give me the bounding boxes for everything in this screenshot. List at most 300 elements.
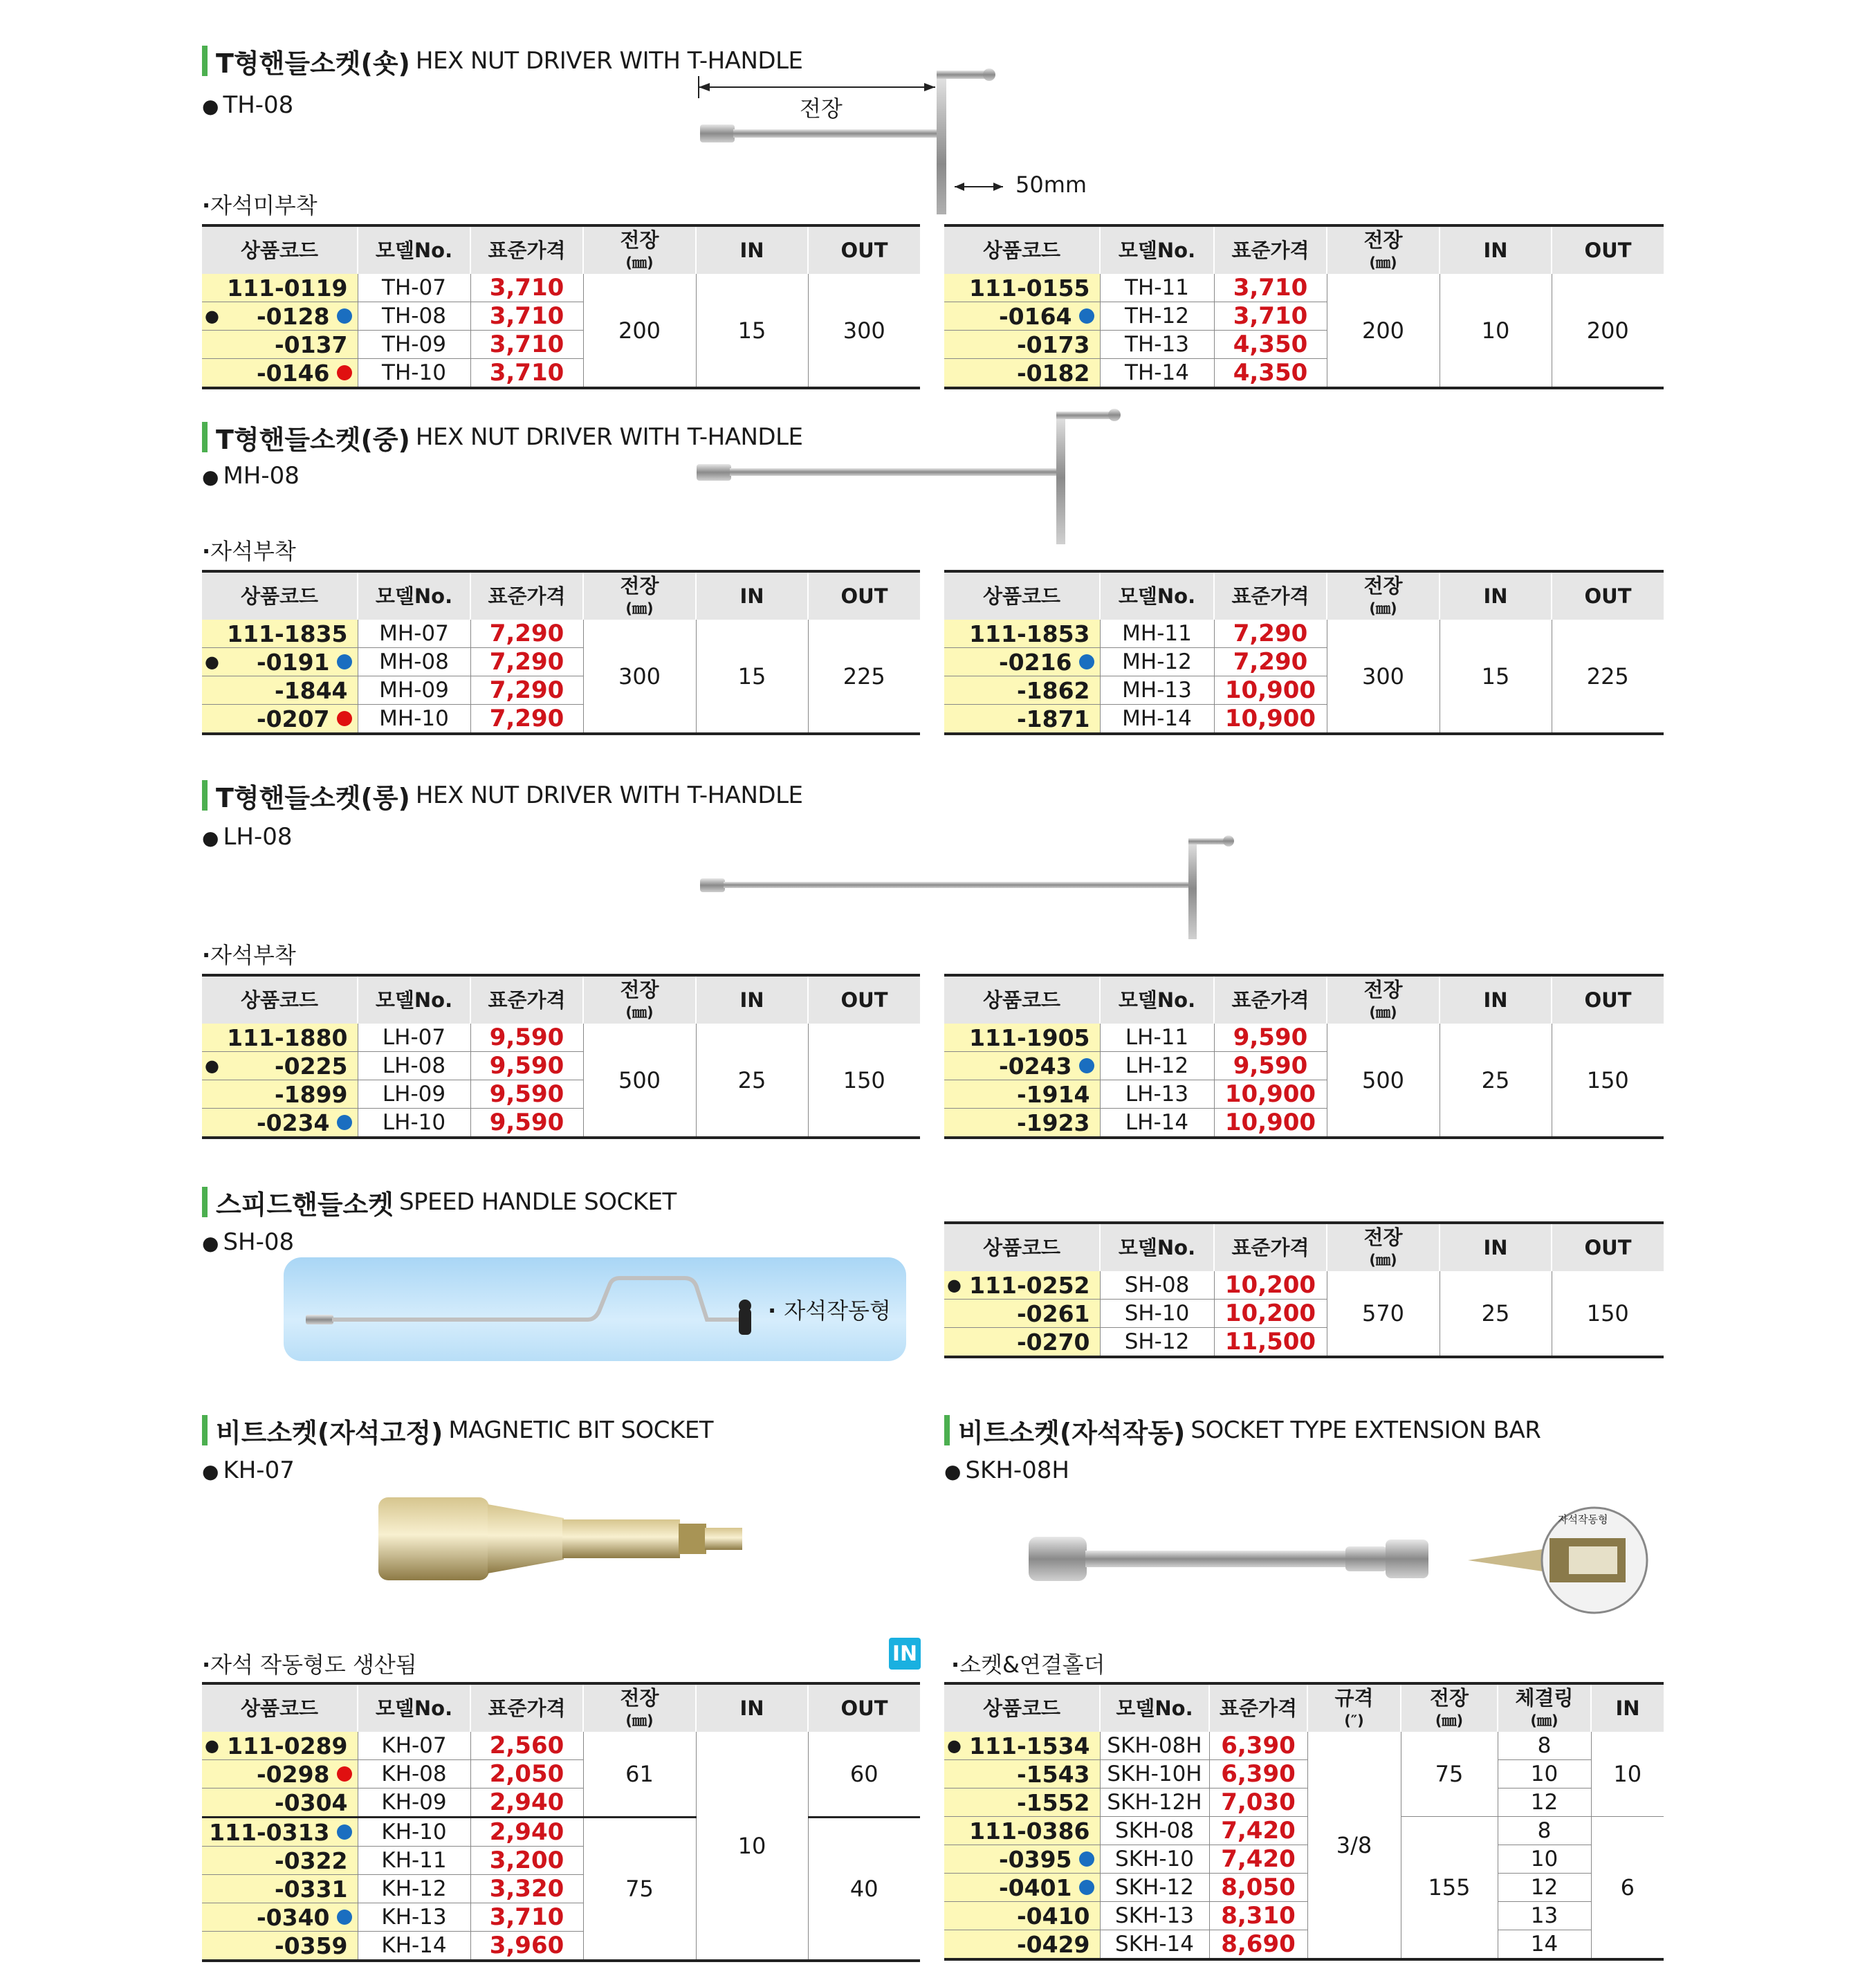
product-code: -0191	[256, 648, 330, 676]
price: 2,560	[470, 1732, 583, 1760]
product-code: 111-1835	[202, 620, 358, 648]
product-code: -0395	[998, 1845, 1072, 1873]
model-no: KH-10	[358, 1818, 470, 1847]
product-code: -0128	[256, 302, 330, 330]
ring-value: 10	[1498, 1760, 1591, 1788]
table-row	[202, 274, 920, 302]
price: 7,420	[1209, 1817, 1307, 1845]
model-no: MH-08	[358, 648, 470, 676]
header-in: IN	[696, 975, 808, 1024]
price: 2,050	[470, 1760, 583, 1788]
blue-dot-icon	[1079, 654, 1094, 669]
price: 10,900	[1214, 705, 1327, 734]
model-no: MH-14	[1100, 705, 1214, 734]
product-code: -0304	[202, 1788, 358, 1818]
price: 9,590	[470, 1052, 583, 1080]
header-code: 상품코드	[202, 975, 358, 1024]
header-in: IN	[1440, 1223, 1552, 1271]
price: 7,030	[1209, 1788, 1307, 1817]
lh-model-label: ● LH-08	[202, 823, 292, 851]
product-code: -1923	[944, 1109, 1100, 1138]
length-value: 75	[1401, 1732, 1498, 1817]
model-no: MH-12	[1100, 648, 1214, 676]
length-value: 300	[1327, 620, 1440, 734]
product-code-cell	[944, 648, 1100, 676]
price: 3,710	[470, 359, 583, 389]
model-no: SH-12	[1100, 1328, 1214, 1358]
spec-value: 3/8	[1307, 1732, 1401, 1959]
model-no: TH-14	[1100, 359, 1214, 389]
header-model: 모델No.	[1100, 1683, 1209, 1732]
model-no: LH-14	[1100, 1109, 1214, 1138]
lh-section-title	[202, 780, 803, 811]
header-length: 전장 (㎜)	[1327, 1223, 1440, 1271]
kh-model-label: ● KH-07	[202, 1457, 295, 1484]
product-code-cell	[944, 1874, 1100, 1902]
table-header-row	[944, 975, 1664, 1024]
model-no: SKH-10	[1100, 1845, 1209, 1874]
out-value: 150	[808, 1024, 920, 1138]
product-code: -0225	[274, 1052, 348, 1080]
model-no: KH-09	[358, 1788, 470, 1818]
product-code: 111-0386	[944, 1817, 1100, 1845]
in-value: 25	[1440, 1271, 1552, 1357]
product-code: -1844	[202, 676, 358, 705]
product-code: -1552	[944, 1788, 1100, 1817]
model-no: LH-08	[358, 1052, 470, 1080]
model-no: TH-09	[358, 331, 470, 359]
product-code: -0340	[256, 1903, 330, 1931]
table-header-row	[944, 1223, 1664, 1271]
model-no: SKH-08H	[1100, 1732, 1209, 1760]
in-value: 6	[1591, 1817, 1664, 1960]
lh-table-left	[202, 974, 920, 1139]
header-in: IN	[696, 571, 808, 620]
table-header-row	[202, 571, 920, 620]
blue-dot-icon	[1079, 1851, 1094, 1867]
header-code: 상품코드	[202, 225, 358, 274]
header-in: IN	[1440, 975, 1552, 1024]
length-value: 155	[1401, 1817, 1498, 1960]
model-no: TH-11	[1100, 274, 1214, 302]
model-no: KH-08	[358, 1760, 470, 1788]
product-code-cell	[944, 302, 1100, 331]
red-dot-icon	[337, 1766, 352, 1782]
out-value: 150	[1552, 1024, 1664, 1138]
product-code-cell	[944, 1052, 1100, 1080]
price: 7,420	[1209, 1845, 1307, 1874]
price: 2,940	[470, 1788, 583, 1818]
product-code: 111-0313	[209, 1818, 330, 1846]
header-model: 모델No.	[358, 225, 470, 274]
sh-model-label: ● SH-08	[202, 1228, 294, 1256]
length-value: 300	[583, 620, 696, 734]
product-code: -0261	[944, 1300, 1100, 1328]
table-row	[944, 1732, 1664, 1760]
model-no: TH-10	[358, 359, 470, 389]
blue-dot-icon	[1079, 1880, 1094, 1895]
blue-dot-icon	[337, 1910, 352, 1925]
header-model: 모델No.	[358, 571, 470, 620]
header-model: 모델No.	[1100, 1223, 1214, 1271]
header-out: OUT	[1552, 975, 1664, 1024]
price: 10,900	[1214, 1080, 1327, 1109]
model-no: LH-11	[1100, 1024, 1214, 1052]
product-code: 111-1853	[944, 620, 1100, 648]
ring-value: 14	[1498, 1930, 1591, 1960]
model-no: LH-13	[1100, 1080, 1214, 1109]
header-price: 표준가격	[1214, 1223, 1327, 1271]
length-value: 500	[1327, 1024, 1440, 1138]
price: 7,290	[1214, 620, 1327, 648]
price: 3,710	[470, 1903, 583, 1932]
blue-dot-icon	[337, 654, 352, 669]
model-no: MH-09	[358, 676, 470, 705]
table-row	[944, 1788, 1664, 1817]
ring-value: 12	[1498, 1788, 1591, 1817]
header-code: 상품코드	[202, 571, 358, 620]
header-out: OUT	[808, 571, 920, 620]
skh-model-label: ● SKH-08H	[944, 1457, 1069, 1484]
table-row	[944, 620, 1664, 648]
skh-table	[944, 1682, 1664, 1961]
th-table-right	[944, 224, 1664, 389]
sh-table	[944, 1221, 1664, 1358]
kh-title-ko: 비트소켓(자석고정)	[216, 1417, 443, 1448]
th-length-label: 전장	[800, 95, 843, 122]
model-no: KH-13	[358, 1903, 470, 1932]
header-price: 표준가격	[470, 571, 583, 620]
model-no: SKH-10H	[1100, 1760, 1209, 1788]
product-code-cell	[944, 1845, 1100, 1874]
lh-title-en: HEX NUT DRIVER WITH T-HANDLE	[415, 782, 803, 809]
product-code: -0410	[944, 1902, 1100, 1930]
in-value: 10	[1440, 274, 1552, 388]
table-row	[944, 1902, 1664, 1930]
header-in: IN	[1440, 225, 1552, 274]
product-code: -0243	[998, 1052, 1072, 1080]
price: 10,900	[1214, 676, 1327, 705]
th-table-left	[202, 224, 920, 389]
length-value: 61	[583, 1732, 696, 1818]
out-value: 200	[1552, 274, 1664, 388]
model-no: MH-07	[358, 620, 470, 648]
price: 10,200	[1214, 1300, 1327, 1328]
header-in: IN	[1440, 571, 1552, 620]
header-model: 모델No.	[1100, 975, 1214, 1024]
model-no: TH-13	[1100, 331, 1214, 359]
model-no: LH-09	[358, 1080, 470, 1109]
table-row	[944, 1024, 1664, 1052]
product-code-cell	[202, 705, 358, 734]
product-code: -0146	[256, 359, 330, 387]
kh-product-image	[377, 1490, 751, 1587]
in-value: 15	[1440, 620, 1552, 734]
model-no: SKH-08	[1100, 1817, 1209, 1845]
skh-section-title	[944, 1415, 1541, 1448]
in-value: 15	[696, 620, 808, 734]
out-value: 225	[808, 620, 920, 734]
product-code: -0401	[998, 1874, 1072, 1901]
bullet-marker: ●	[205, 1056, 219, 1075]
product-code: -0234	[256, 1109, 330, 1136]
product-code: 111-0119	[202, 274, 358, 302]
in-value: 15	[696, 274, 808, 388]
model-no: KH-14	[358, 1932, 470, 1961]
header-spec: 규격 (″)	[1307, 1683, 1401, 1732]
table-row	[944, 1874, 1664, 1902]
product-code: -0298	[256, 1760, 330, 1788]
model-no: LH-10	[358, 1109, 470, 1138]
sh-title-en: SPEED HANDLE SOCKET	[398, 1188, 677, 1216]
table-header-row	[944, 225, 1664, 274]
product-code-cell	[202, 1903, 358, 1932]
sh-callout	[768, 1293, 891, 1325]
model-no: LH-12	[1100, 1052, 1214, 1080]
skh-title-en: SOCKET TYPE EXTENSION BAR	[1190, 1416, 1541, 1444]
price: 3,710	[470, 331, 583, 359]
header-out: OUT	[1552, 225, 1664, 274]
table-row	[944, 1271, 1664, 1300]
price: 11,500	[1214, 1328, 1327, 1358]
product-code: -0164	[998, 302, 1072, 330]
header-out: OUT	[808, 1683, 920, 1732]
out-value: 40	[808, 1818, 920, 1961]
kh-table	[202, 1682, 920, 1962]
blue-dot-icon	[1079, 308, 1094, 324]
price: 9,590	[470, 1080, 583, 1109]
kh-in-badge: IN	[889, 1638, 921, 1670]
sh-title-ko: 스피드핸들소켓	[216, 1189, 394, 1220]
mh-table-right	[944, 570, 1664, 735]
header-model: 모델No.	[358, 975, 470, 1024]
price: 3,710	[470, 274, 583, 302]
product-code: 111-1534	[969, 1732, 1090, 1759]
sh-section-title	[202, 1187, 677, 1220]
product-code: -0173	[944, 331, 1100, 359]
table-row	[202, 1818, 920, 1847]
product-code: -0182	[944, 359, 1100, 389]
sh-product-image	[297, 1266, 768, 1356]
model-no: LH-07	[358, 1024, 470, 1052]
product-code: -0359	[202, 1932, 358, 1961]
bullet-marker: ●	[205, 306, 219, 326]
price: 3,710	[1214, 302, 1327, 331]
table-row	[202, 1024, 920, 1052]
blue-dot-icon	[337, 1824, 352, 1840]
model-no: SH-10	[1100, 1300, 1214, 1328]
header-in: IN	[696, 1683, 808, 1732]
product-code-cell	[202, 1760, 358, 1788]
product-code: -0331	[202, 1875, 358, 1903]
header-model: 모델No.	[358, 1683, 470, 1732]
kh-note: · 자석 작동형도 생산됨	[202, 1647, 417, 1679]
skh-title-ko: 비트소켓(자석작동)	[958, 1417, 1186, 1448]
length-value: 75	[583, 1818, 696, 1961]
header-price: 표준가격	[1214, 975, 1327, 1024]
price: 3,320	[470, 1875, 583, 1903]
header-model: 모델No.	[1100, 225, 1214, 274]
price: 10,900	[1214, 1109, 1327, 1138]
product-code: -0429	[944, 1930, 1100, 1960]
header-length: 전장 (㎜)	[1401, 1683, 1498, 1732]
price: 8,310	[1209, 1902, 1307, 1930]
lh-product-image	[699, 830, 1238, 941]
model-no: MH-11	[1100, 620, 1214, 648]
table-header-row	[202, 1683, 920, 1732]
table-row	[944, 1817, 1664, 1845]
price: 9,590	[470, 1024, 583, 1052]
price: 7,290	[470, 705, 583, 734]
ring-value: 12	[1498, 1874, 1591, 1902]
header-price: 표준가격	[1214, 225, 1327, 274]
sh-callout-text: 자석작동형	[784, 1297, 891, 1324]
mh-title-ko: T형핸들소켓(중)	[216, 424, 410, 455]
model-no: KH-07	[358, 1732, 470, 1760]
model-no: SKH-13	[1100, 1902, 1209, 1930]
price: 9,590	[1214, 1024, 1327, 1052]
lh-table-right	[944, 974, 1664, 1139]
th-title-en: HEX NUT DRIVER WITH T-HANDLE	[415, 47, 803, 75]
skh-product-image	[1027, 1522, 1456, 1598]
out-value: 300	[808, 274, 920, 388]
length-value: 500	[583, 1024, 696, 1138]
price: 3,710	[470, 302, 583, 331]
header-price: 표준가격	[1209, 1683, 1307, 1732]
lh-note: · 자석부착	[202, 938, 296, 970]
header-in: IN	[1591, 1683, 1664, 1732]
table-header-row	[944, 1683, 1664, 1732]
header-out: OUT	[808, 975, 920, 1024]
bullet-marker: ●	[205, 1736, 219, 1755]
header-out: OUT	[1552, 571, 1664, 620]
blue-dot-icon	[1079, 1058, 1094, 1073]
table-row	[944, 1760, 1664, 1788]
header-price: 표준가격	[470, 225, 583, 274]
bullet-marker: ●	[205, 652, 219, 672]
mh-title-en: HEX NUT DRIVER WITH T-HANDLE	[415, 423, 803, 451]
blue-dot-icon	[337, 1115, 352, 1130]
header-length: 전장 (㎜)	[583, 1683, 696, 1732]
product-code: -1543	[944, 1760, 1100, 1788]
product-code-cell	[202, 1109, 358, 1138]
product-code: -1899	[202, 1080, 358, 1109]
th-model-label: ● TH-08	[202, 91, 293, 119]
ring-value: 10	[1498, 1845, 1591, 1874]
header-code: 상품코드	[944, 1683, 1100, 1732]
ring-value: 8	[1498, 1732, 1591, 1760]
header-code: 상품코드	[202, 1683, 358, 1732]
product-code-cell	[202, 302, 358, 331]
model-no: SKH-14	[1100, 1930, 1209, 1960]
product-code: -0137	[202, 331, 358, 359]
header-code: 상품코드	[944, 1223, 1100, 1271]
bullet-marker: ·	[768, 1297, 784, 1324]
price: 7,290	[470, 620, 583, 648]
bullet-marker: ●	[947, 1275, 962, 1295]
model-no: TH-08	[358, 302, 470, 331]
price: 2,940	[470, 1818, 583, 1847]
model-no: KH-11	[358, 1847, 470, 1875]
out-value: 225	[1552, 620, 1664, 734]
header-ring: 체결링 (㎜)	[1498, 1683, 1591, 1732]
price: 4,350	[1214, 359, 1327, 389]
in-value: 10	[1591, 1732, 1664, 1817]
out-value: 150	[1552, 1271, 1664, 1357]
product-code: -0207	[256, 705, 330, 732]
product-code: -0322	[202, 1847, 358, 1875]
mh-note: · 자석부착	[202, 534, 296, 566]
product-code: 111-1905	[944, 1024, 1100, 1052]
product-code-cell	[202, 1052, 358, 1080]
product-code: 111-0252	[969, 1271, 1090, 1299]
header-price: 표준가격	[470, 975, 583, 1024]
table-header-row	[202, 975, 920, 1024]
product-code: -1862	[944, 676, 1100, 705]
model-no: KH-12	[358, 1875, 470, 1903]
table-row	[944, 274, 1664, 302]
model-no: SKH-12H	[1100, 1788, 1209, 1817]
model-no: MH-13	[1100, 676, 1214, 705]
model-no: TH-07	[358, 274, 470, 302]
header-length: 전장 (㎜)	[1327, 975, 1440, 1024]
product-code: -1914	[944, 1080, 1100, 1109]
in-value: 25	[696, 1024, 808, 1138]
header-length: 전장 (㎜)	[583, 225, 696, 274]
header-length: 전장 (㎜)	[583, 571, 696, 620]
mh-model-label: ● MH-08	[202, 462, 300, 490]
price: 10,200	[1214, 1271, 1327, 1300]
model-no: TH-12	[1100, 302, 1214, 331]
price: 6,390	[1209, 1732, 1307, 1760]
price: 8,690	[1209, 1930, 1307, 1960]
table-row	[202, 1732, 920, 1760]
ring-value: 13	[1498, 1902, 1591, 1930]
th-product-image	[685, 55, 1045, 214]
table-row	[202, 620, 920, 648]
price: 9,590	[1214, 1052, 1327, 1080]
mh-product-image	[695, 405, 1138, 546]
header-length: 전장 (㎜)	[1327, 571, 1440, 620]
th-title-ko: T형핸들소켓(숏)	[216, 48, 410, 79]
header-length: 전장 (㎜)	[583, 975, 696, 1024]
in-value: 25	[1440, 1024, 1552, 1138]
mh-table-left	[202, 570, 920, 735]
length-value: 570	[1327, 1271, 1440, 1357]
length-value: 200	[1327, 274, 1440, 388]
product-code-cell	[202, 648, 358, 676]
header-length: 전장 (㎜)	[1327, 225, 1440, 274]
price: 3,710	[1214, 274, 1327, 302]
product-code: 111-0289	[227, 1732, 348, 1759]
product-code-cell	[202, 359, 358, 389]
kh-section-title	[202, 1415, 714, 1448]
model-no: SH-08	[1100, 1271, 1214, 1300]
header-out: OUT	[1552, 1223, 1664, 1271]
header-code: 상품코드	[944, 225, 1100, 274]
out-value: 60	[808, 1732, 920, 1818]
header-price: 표준가격	[470, 1683, 583, 1732]
product-code-cell	[202, 1818, 358, 1847]
bullet-marker: ●	[947, 1736, 962, 1755]
red-dot-icon	[337, 365, 352, 380]
skh-note: · 소켓&연결홀더	[951, 1647, 1105, 1679]
kh-title-en: MAGNETIC BIT SOCKET	[448, 1416, 714, 1444]
th-depth-label: 50mm	[1015, 172, 1087, 198]
table-row	[944, 1845, 1664, 1874]
product-code-cell	[202, 1732, 358, 1760]
price: 7,290	[470, 676, 583, 705]
